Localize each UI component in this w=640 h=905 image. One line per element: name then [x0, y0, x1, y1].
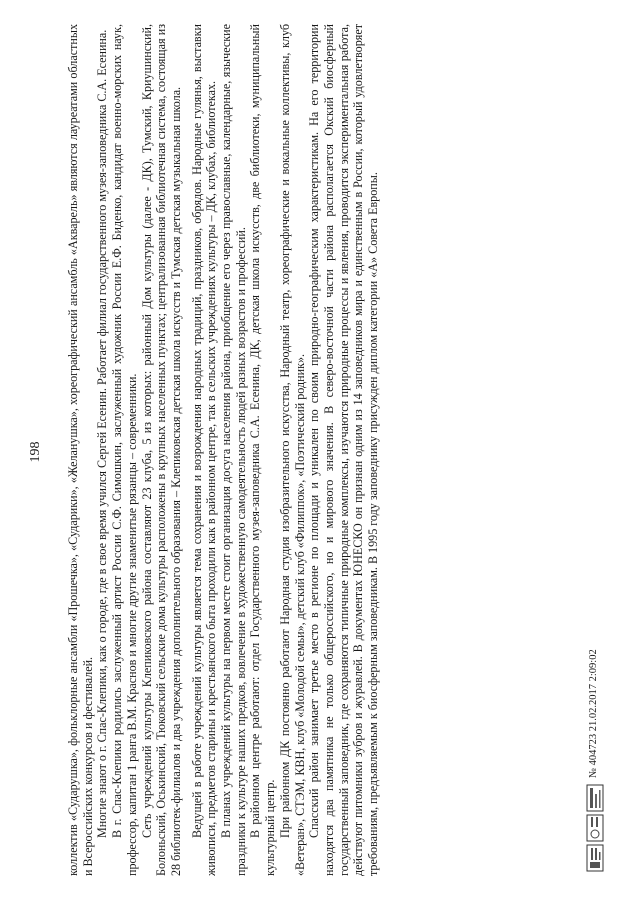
stamp-logo-icon [585, 784, 605, 872]
stamp-text: № 404723 21.02.2017 2:09:02 [588, 649, 599, 778]
registration-stamp [584, 412, 606, 872]
paragraph: Сеть учреждений культуры Клепиковского района составляют 23 клуба, 5 из которых: районный Дом культуры (далее - ДК), Тумский, Криушинский, Болоньский, Оськинский, Тюковский сельские дома культуры расположены в крупных населенных пунктах; централизованная библиотечная система, состоящая из 28 библиотек-филиалов и два учреждения дополнительного образования – Клепиковская детская школа искусств и Тумская детская музыкальная школа. [139, 24, 183, 876]
paragraph: Многие знают о г. Спас-Клепики, как о городе, где в свое время учился Сергей Есенин. Работает филиал государственного музея-заповедника С.А. Есенина. [95, 29, 110, 838]
paragraph: Ведущей в работе учреждений культуры является тема сохранения и возрождения народных традиций, праздников, обрядов. Народные гулянья, выставки живописи, предметов старины и крестьянского быта проходили как в районном центре, так в сельских учреждениях культуры – ДК, клубах, библиотеках. [189, 24, 219, 876]
paragraph: В планах учреждений культуры на первом месте стоит организация досуга населения района, приобщение его через православные, календарные, языческие праздники к культуре наших предков, вовлечение в художественную самодеятельность людей разных возрастов и профессий. [219, 24, 248, 876]
body-text [66, 24, 381, 876]
paragraph: Спасский район занимает третье место в регионе по площади и уникален по своим природно-географическим характеристикам. На его территории находятся два памятника не только общероссийского, но и мирового значения. В северо-восточной части района располагается Окский биосферный государственный заповедник, где сохраняются типичные природные комплексы, изучаются природные процессы и явления, проводится экспериментальная работа, действуют питомники зубров и журавлей. В документах ЮНЕСКО он признан одним из 14 заповедников мира и единственным в России, который удовлетворяет требованиям, предъявляемым к биосферным заповедникам. В 1995 году заповеднику присужден диплом категории «А» Совета Европы. [307, 24, 381, 876]
paragraph: При районном ДК постоянно работают Народная студия изобразительного искусства, Народный театр, хореографические и вокальные коллективы, клуб «Ветеран», СТЭМ, КВН, клуб «Молодой семьи», детский клуб «Филиппок», «Поэтический родник». [277, 24, 307, 876]
paragraph: В районном центре работают: отдел Государственного музея-заповедника С.А. Есенина, ДК, детская школа искусств, две библиотеки, муниципальный культурный центр. [248, 24, 278, 876]
paragraph: коллектив «Сударушка», фольклорные ансамбли «Прошечка», «Сударики», «Желанушка», хореографический ансамбль «Акварель» являются лауреатами областных и Всероссийских конкурсов и фестивалей. [66, 24, 95, 876]
paragraph: В г. Спас-Клепики родились заслуженный артист России С.Ф. Симошкин, заслуженный художник России Е.Ф. Биденко, кандидат военно-морских наук, профессор, капитан 1 ранга В.М. Краснов и многие другие знаменитые рязанцы – современники. [110, 24, 139, 876]
rotated-content [8, 14, 628, 890]
page-number: 198 [28, 441, 43, 463]
